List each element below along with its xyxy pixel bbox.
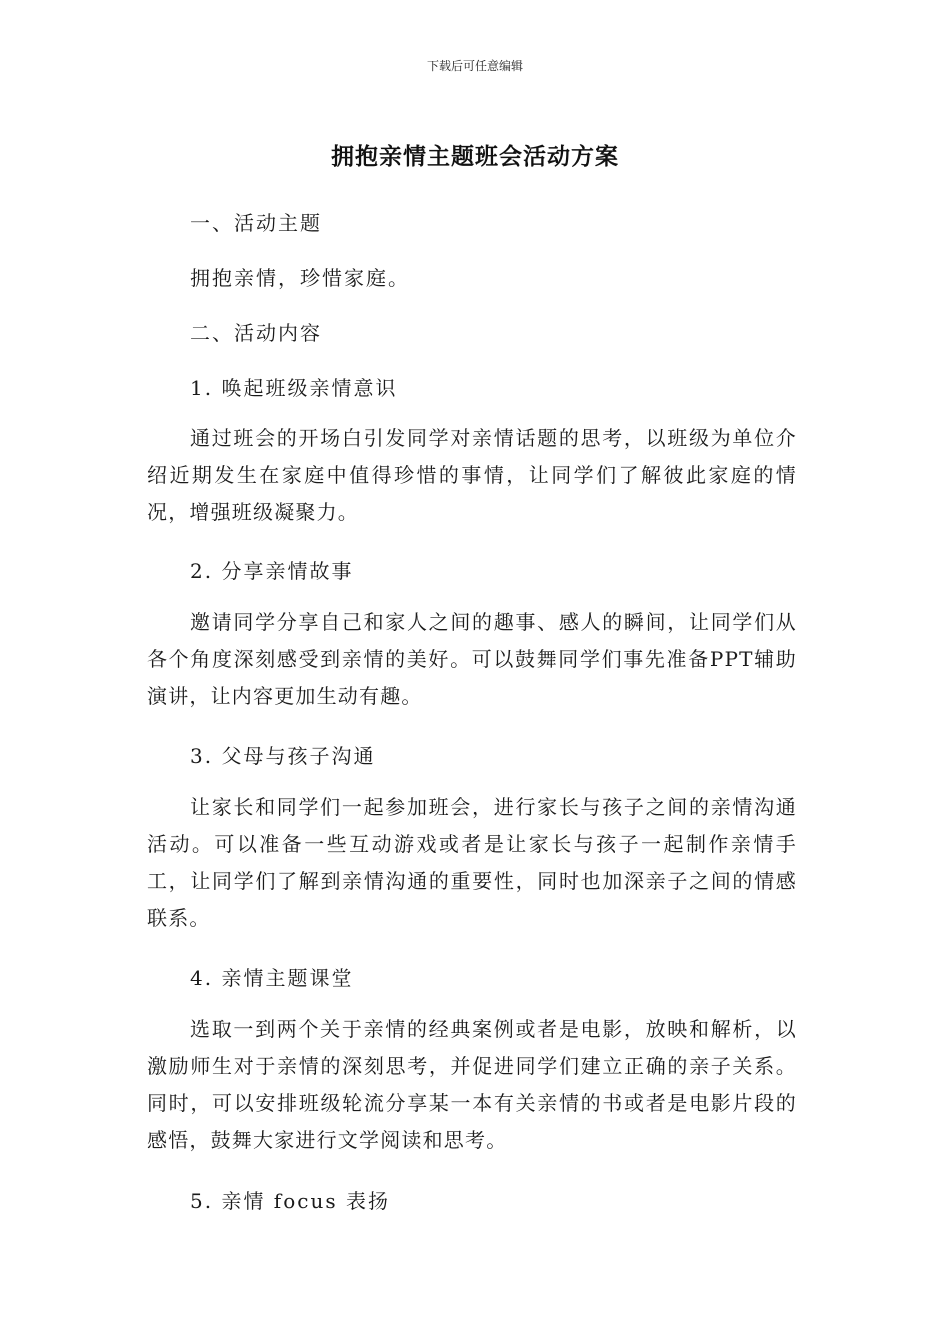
item-heading-4: 4. 亲情主题课堂 [190,966,354,990]
item-paragraph-2: 邀请同学分享自己和家人之间的趣事、感人的瞬间，让同学们从各个角度深刻感受到亲情的美好。可以鼓舞同学们事先准备PPT辅助演讲，让内容更加生动有趣。 [147,610,797,708]
document-title: 拥抱亲情主题班会活动方案 [331,144,619,170]
section-heading-theme: 一、活动主题 [190,211,322,235]
header-note: 下载后可任意编辑 [426,59,523,73]
item-heading-2: 2. 分享亲情故事 [190,559,354,583]
item-heading-1: 1. 唤起班级亲情意识 [190,376,398,400]
item-heading-5: 5. 亲情 focus 表扬 [190,1189,390,1213]
section-heading-content: 二、活动内容 [190,321,322,345]
item-heading-3: 3. 父母与孩子沟通 [190,744,376,768]
theme-text: 拥抱亲情，珍惜家庭。 [190,266,410,290]
item-paragraph-4: 选取一到两个关于亲情的经典案例或者是电影，放映和解析，以激励师生对于亲情的深刻思考，并促进同学们建立正确的亲子关系。同时，可以安排班级轮流分享某一本有关亲情的书或者是电影片段的感悟，鼓舞大家进行文学阅读和思考。 [147,1017,797,1152]
item-paragraph-3: 让家长和同学们一起参加班会，进行家长与孩子之间的亲情沟通活动。可以准备一些互动游戏或者是让家长与孩子一起制作亲情手工，让同学们了解到亲情沟通的重要性，同时也加深亲子之间的情感联系。 [147,795,797,930]
item-paragraph-1: 通过班会的开场白引发同学对亲情话题的思考，以班级为单位介绍近期发生在家庭中值得珍惜的事情，让同学们了解彼此家庭的情况，增强班级凝聚力。 [147,426,797,524]
